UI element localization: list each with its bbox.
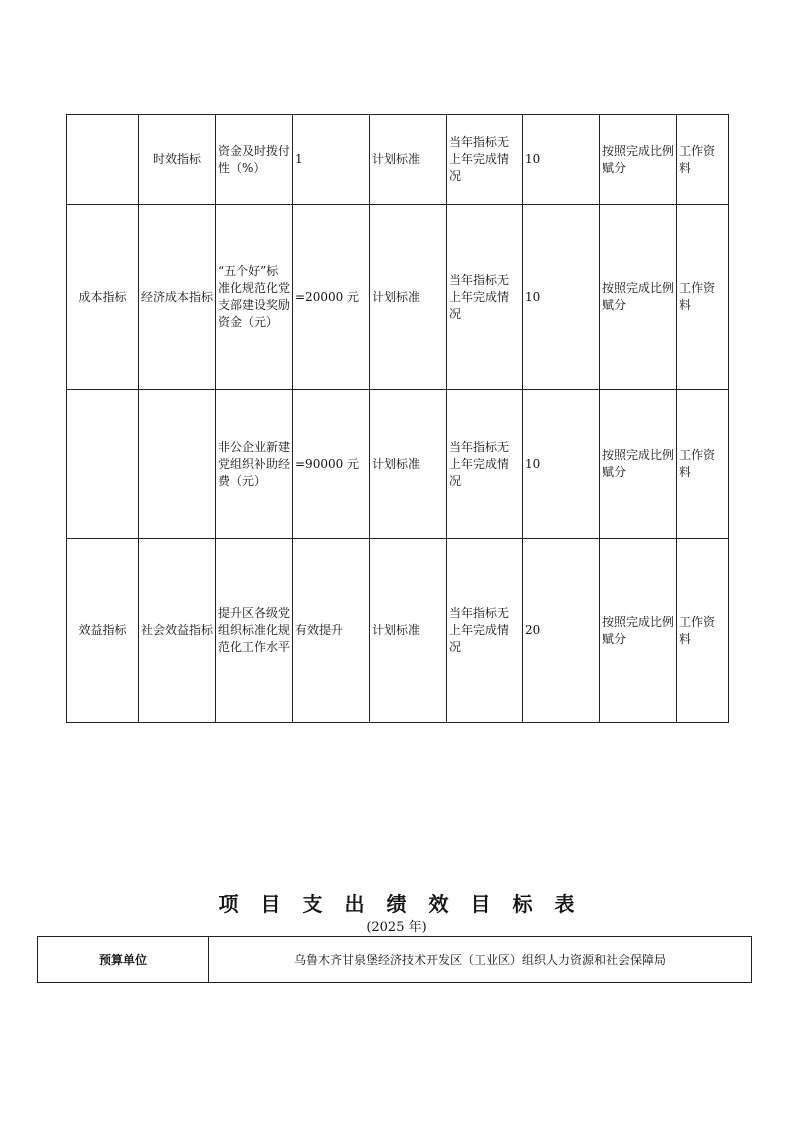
evidence-cell: 工作资料 <box>677 390 729 539</box>
level1-cell: 成本指标 <box>67 205 139 390</box>
level3-cell: “五个好”标准化规范化党支部建设奖励资金（元） <box>216 205 293 390</box>
method-cell: 按照完成比例赋分 <box>600 539 677 723</box>
level3-cell: 非公企业新建党组织补助经费（元） <box>216 390 293 539</box>
level1-cell: 效益指标 <box>67 539 139 723</box>
level3-cell: 提升区各级党组织标准化规范化工作水平 <box>216 539 293 723</box>
table-row <box>67 539 729 723</box>
value-cell: =20000 元 <box>293 205 370 390</box>
level3-cell: 资金及时拨付性（%） <box>216 115 293 205</box>
method-cell: 按照完成比例赋分 <box>600 115 677 205</box>
weight-cell: 10 <box>523 115 600 205</box>
weight-cell: 20 <box>523 539 600 723</box>
weight-cell: 10 <box>523 205 600 390</box>
level2-cell: 经济成本指标 <box>139 205 216 390</box>
budget-unit-label: 预算单位 <box>38 937 209 983</box>
indicator-table <box>66 114 729 723</box>
method-cell: 按照完成比例赋分 <box>600 205 677 390</box>
value-cell: 有效提升 <box>293 539 370 723</box>
source-cell: 计划标准 <box>370 539 447 723</box>
weight-cell: 10 <box>523 390 600 539</box>
page-title: 项目支出绩效目标表 <box>218 892 597 916</box>
basis-cell: 当年指标无上年完成情况 <box>447 539 523 723</box>
source-cell: 计划标准 <box>370 390 447 539</box>
source-cell: 计划标准 <box>370 205 447 390</box>
basis-cell: 当年指标无上年完成情况 <box>447 205 523 390</box>
level1-cell <box>67 390 139 539</box>
evidence-cell: 工作资料 <box>677 115 729 205</box>
table-row <box>38 937 752 983</box>
basis-cell: 当年指标无上年完成情况 <box>447 390 523 539</box>
level1-cell <box>67 115 139 205</box>
value-cell: 1 <box>293 115 370 205</box>
budget-unit-value: 乌鲁木齐甘泉堡经济技术开发区（工业区）组织人力资源和社会保障局 <box>209 937 752 983</box>
method-cell: 按照完成比例赋分 <box>600 390 677 539</box>
source-cell: 计划标准 <box>370 115 447 205</box>
table-row <box>67 205 729 390</box>
evidence-cell: 工作资料 <box>677 539 729 723</box>
table-row <box>67 115 729 205</box>
year-label: (2025 年) <box>366 920 427 935</box>
table-row <box>67 390 729 539</box>
level2-cell <box>139 390 216 539</box>
level2-cell: 时效指标 <box>139 115 216 205</box>
value-cell: =90000 元 <box>293 390 370 539</box>
evidence-cell: 工作资料 <box>677 205 729 390</box>
level2-cell: 社会效益指标 <box>139 539 216 723</box>
budget-unit-table <box>37 936 752 983</box>
basis-cell: 当年指标无上年完成情况 <box>447 115 523 205</box>
